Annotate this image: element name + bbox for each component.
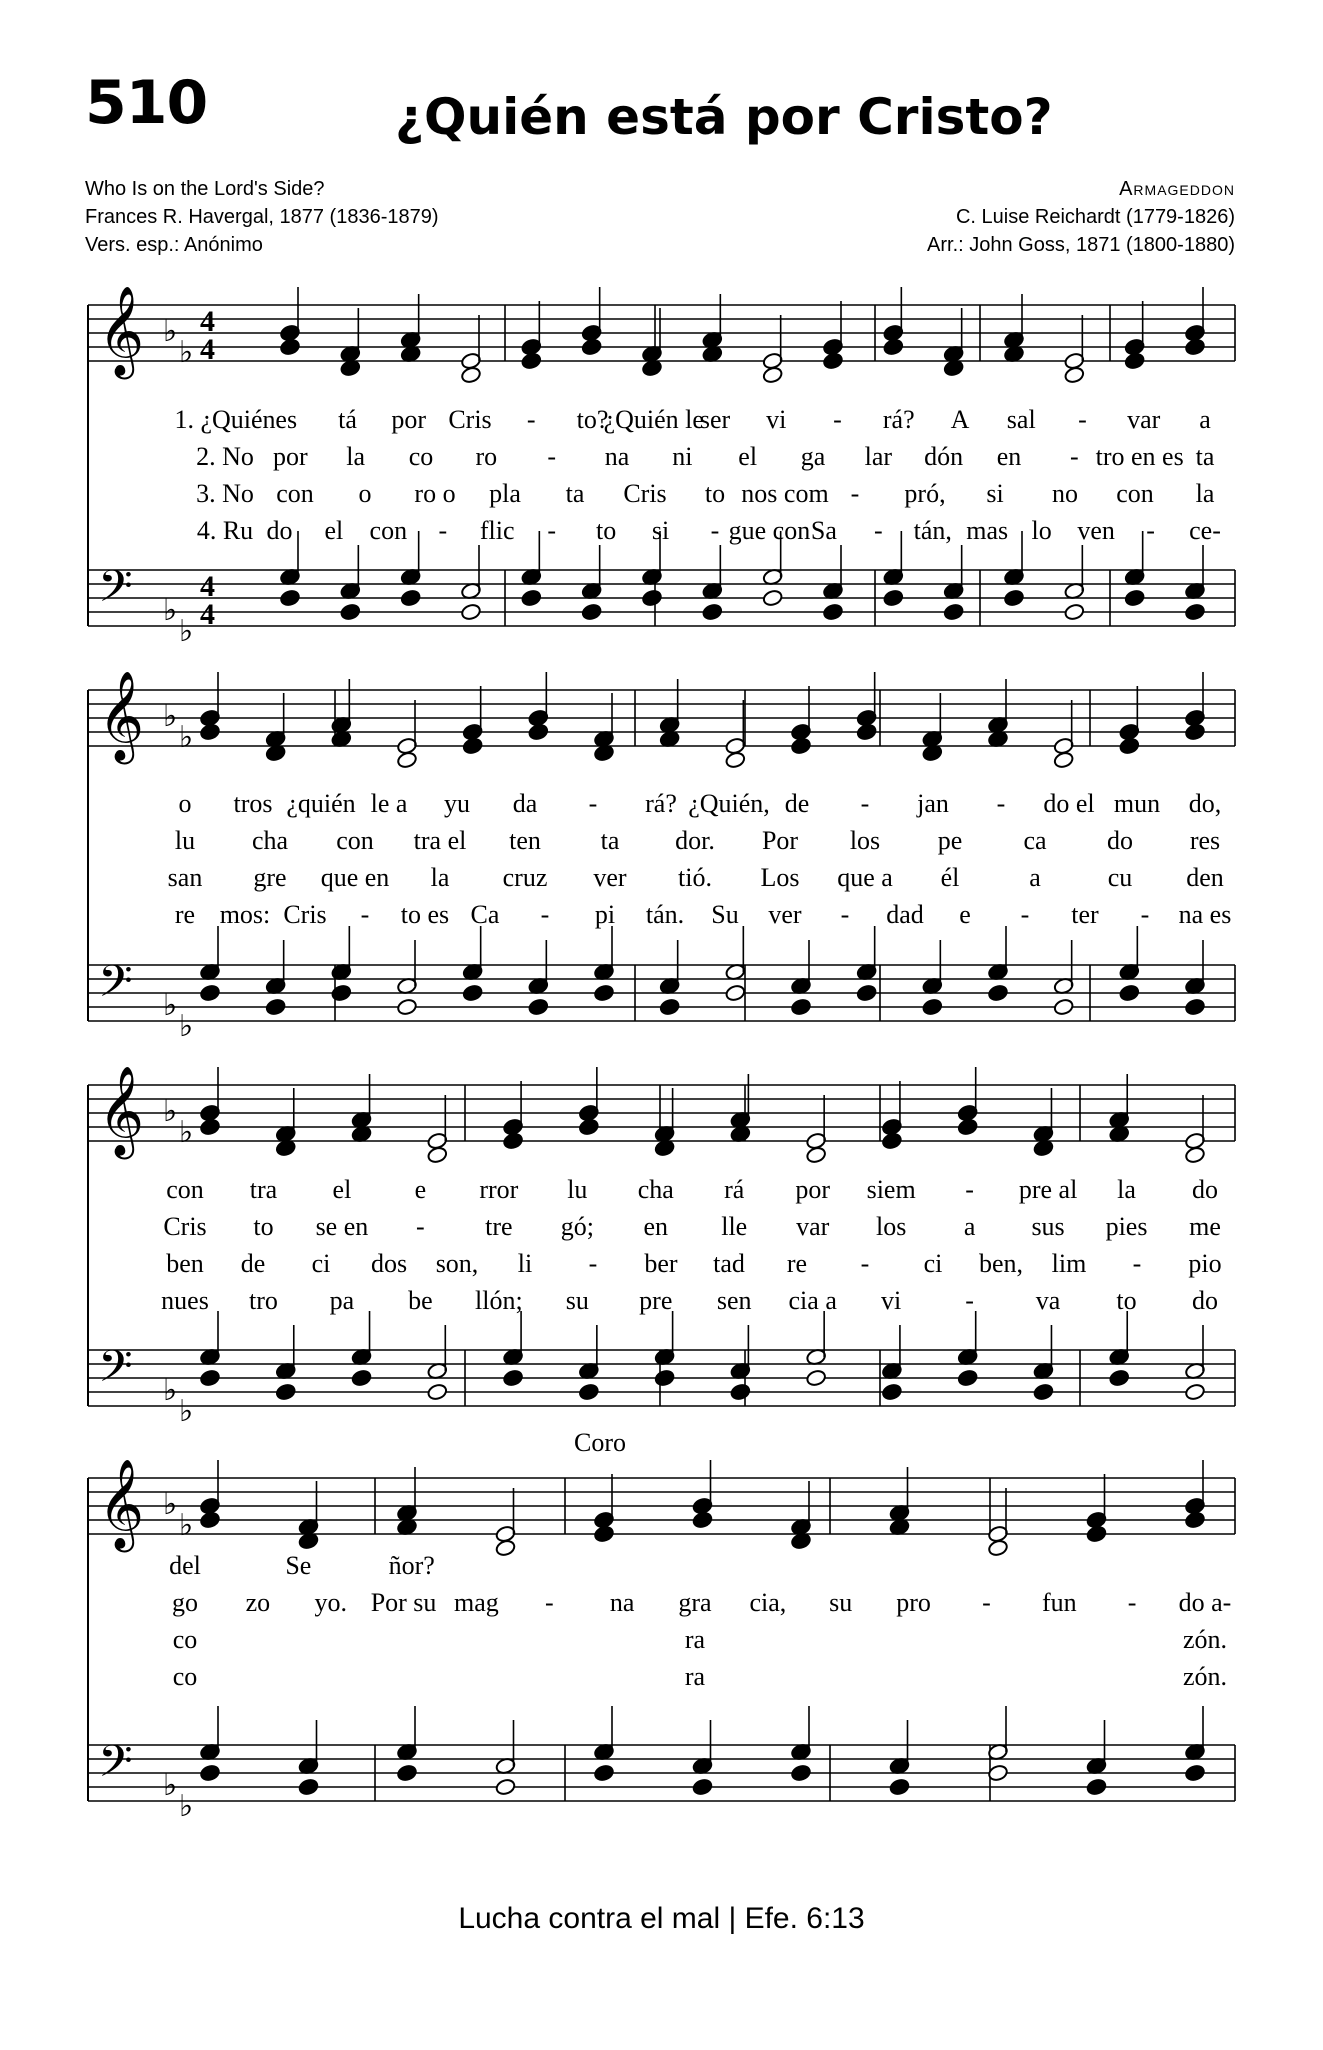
lyric-syllable: -: [1078, 405, 1087, 434]
lyric-syllable: con: [1116, 479, 1154, 508]
svg-text:𝄞: 𝄞: [98, 1067, 145, 1154]
lyric-syllable: san: [167, 863, 203, 892]
lyric-syllable: tán.: [645, 900, 685, 929]
lyric-syllable: o: [178, 789, 192, 818]
lyric-syllable: fun: [1041, 1588, 1077, 1617]
lyric-syllable: pró,: [904, 479, 946, 508]
lyric-syllable: son,: [435, 1249, 479, 1278]
svg-text:♭: ♭: [163, 594, 178, 627]
lyric-syllable: dón: [924, 442, 964, 471]
lyric-syllable: pio: [1188, 1249, 1222, 1278]
lyric-syllable: na es: [1178, 900, 1232, 929]
lyric-syllable: del: [169, 1551, 201, 1580]
lyric-syllable: su: [829, 1588, 853, 1617]
lyric-syllable: -: [860, 789, 870, 818]
lyric-syllable: ro o: [414, 479, 456, 508]
lyric-syllable: la: [346, 442, 366, 471]
lyric-syllable: en: [643, 1212, 669, 1241]
lyric-syllable: se en: [315, 1212, 369, 1241]
lyric-syllable: le a: [370, 789, 408, 818]
lyric-syllable: o: [358, 479, 372, 508]
lyric-syllable: ber: [644, 1249, 678, 1278]
lyric-syllable: ¿Quién,: [688, 789, 770, 818]
lyric-syllable: el: [324, 516, 344, 545]
lyric-syllable: -: [1146, 516, 1155, 545]
lyric-syllable: zón.: [1182, 1625, 1228, 1654]
svg-text:♭: ♭: [179, 1010, 194, 1043]
lyric-syllable: pi: [594, 900, 616, 929]
lyric-syllable: 2. No: [196, 442, 254, 471]
svg-text:𝄢: 𝄢: [98, 1737, 133, 1797]
lyric-syllable: a: [1199, 405, 1211, 434]
lyric-syllable: cia,: [749, 1588, 787, 1617]
lyric-syllable: Cris: [448, 405, 492, 434]
lyric-syllable: den: [1186, 863, 1224, 892]
lyric-syllable: ¿quién: [286, 789, 356, 818]
lyric-syllable: vi: [881, 1286, 902, 1315]
lyric-syllable: cruz: [502, 863, 548, 892]
lyric-syllable: A: [950, 405, 970, 434]
lyric-syllable: do: [266, 516, 293, 545]
lyric-syllable: que en: [320, 863, 390, 892]
lyric-syllable: ter: [1071, 900, 1099, 929]
lyric-syllable: cia a: [788, 1286, 837, 1315]
lyric-syllable: na: [609, 1588, 635, 1617]
lyric-syllable: ra: [684, 1662, 706, 1691]
lyric-syllable: con: [166, 1175, 204, 1204]
svg-text:𝄢: 𝄢: [98, 957, 133, 1017]
lyric-syllable: jan: [917, 789, 949, 818]
lyric-syllable: -: [833, 405, 842, 434]
svg-text:♭: ♭: [179, 1790, 194, 1823]
lyric-syllable: pre: [639, 1286, 673, 1315]
lyric-syllable: Por su: [370, 1588, 437, 1617]
lyric-syllable: res: [1189, 826, 1221, 855]
hymn-number: 510: [85, 68, 208, 138]
lyric-syllable: yu: [444, 789, 470, 818]
lyric-syllable: Cris: [283, 900, 327, 929]
lyric-syllable: -: [438, 516, 448, 545]
lyric-syllable: co: [172, 1662, 198, 1691]
lyric-syllable: llón;: [475, 1286, 523, 1315]
svg-text:♭: ♭: [179, 336, 194, 369]
svg-text:𝄞: 𝄞: [98, 672, 145, 759]
lyric-syllable: el: [738, 442, 758, 471]
lyric-syllable: -: [547, 516, 557, 545]
lyric-syllable: por: [391, 405, 427, 434]
lyric-syllable: ga: [800, 442, 826, 471]
lyric-syllable: do: [1192, 1286, 1218, 1315]
svg-text:♭: ♭: [163, 1374, 178, 1407]
lyric-syllable: ta: [1195, 442, 1215, 471]
lyric-syllable: mas: [966, 516, 1009, 545]
lyric-syllable: ben,: [978, 1249, 1024, 1278]
svg-text:4: 4: [200, 598, 215, 631]
lyric-syllable: sal: [1006, 405, 1036, 434]
lyric-syllable: Cris: [163, 1212, 207, 1241]
lyric-syllable: do: [1107, 826, 1133, 855]
lyric-syllable: con: [276, 479, 314, 508]
system-4: [88, 1460, 1235, 1823]
tune-name: Armageddon: [1119, 178, 1235, 200]
lyric-syllable: gó;: [560, 1212, 594, 1241]
lyric-syllable: lim: [1051, 1249, 1087, 1278]
lyric-syllable: co: [408, 442, 434, 471]
footer: Lucha contra el mal | Efe. 6:13: [458, 1902, 865, 1935]
lyric-syllable: ce-: [1189, 516, 1221, 545]
lyric-syllable: pla: [489, 479, 521, 508]
lyric-syllable: do a-: [1178, 1588, 1232, 1617]
lyric-syllable: tre: [485, 1212, 513, 1241]
lyric-syllable: e: [414, 1175, 427, 1204]
lyric-syllable: cu: [1107, 863, 1133, 892]
lyric-syllable: el: [332, 1175, 352, 1204]
lyric-syllable: zo: [245, 1588, 271, 1617]
lyric-syllable: to?: [576, 405, 609, 434]
lyric-syllable: -: [982, 1588, 991, 1617]
svg-text:4: 4: [200, 570, 215, 603]
lyric-syllable: pe: [937, 826, 963, 855]
lyric-syllable: los: [849, 826, 881, 855]
lyric-syllable: a: [1029, 863, 1041, 892]
lyric-syllable: sen: [716, 1286, 752, 1315]
lyric-syllable: co: [172, 1625, 198, 1654]
lyric-syllable: go: [172, 1588, 198, 1617]
svg-text:♭: ♭: [179, 615, 194, 648]
lyric-syllable: con: [336, 826, 374, 855]
svg-text:♭: ♭: [179, 1395, 194, 1428]
lyric-syllable: tro: [249, 1286, 278, 1315]
lyric-syllable: -: [588, 789, 598, 818]
lyric-syllable: flic: [479, 516, 515, 545]
lyric-syllable: cha: [251, 826, 289, 855]
lyric-syllable: tro en es: [1095, 442, 1184, 471]
lyric-syllable: ra: [684, 1625, 706, 1654]
lyric-syllable: var: [1127, 405, 1161, 434]
lyric-syllable: -: [710, 516, 720, 545]
lyric-syllable: -: [416, 1212, 425, 1241]
lyric-syllable: Cris: [623, 479, 667, 508]
lyric-syllable: gra: [678, 1588, 712, 1617]
lyric-syllable: lle: [721, 1212, 748, 1241]
lyric-syllable: pre al: [1018, 1175, 1078, 1204]
lyric-syllable: to: [1116, 1286, 1137, 1315]
lyric-syllable: -: [360, 900, 370, 929]
lyric-syllable: los: [875, 1212, 907, 1241]
lyric-syllable: siem: [866, 1175, 916, 1204]
lyric-syllable: lu: [567, 1175, 588, 1204]
lyric-syllable: ta: [565, 479, 585, 508]
lyric-syllable: 4. Ru: [196, 516, 254, 545]
svg-text:4: 4: [200, 333, 215, 366]
system-2: [88, 672, 1235, 1043]
lyric-syllable: ver: [768, 900, 802, 929]
lyric-syllable: pa: [329, 1286, 355, 1315]
system-1: [88, 287, 1235, 648]
lyric-syllable: -: [873, 516, 883, 545]
lyric-syllable: -: [540, 900, 550, 929]
lyric-syllable: to: [704, 479, 726, 508]
lyric-syllable: -: [1020, 900, 1030, 929]
lyric-syllable: sus: [1031, 1212, 1065, 1241]
lyric-syllable: ven: [1077, 516, 1115, 545]
lyric-syllable: 1. ¿Quién: [174, 405, 276, 434]
chorus-label: Coro: [574, 1428, 626, 1457]
lyric-syllable: re: [174, 900, 196, 929]
svg-text:♭: ♭: [179, 721, 194, 754]
lyric-syllable: la: [430, 863, 450, 892]
lyric-syllable: va: [1035, 1286, 1061, 1315]
lyric-syllable: -: [1069, 442, 1079, 471]
lyric-syllable: dor.: [675, 826, 715, 855]
lyric-syllable: -: [860, 1249, 870, 1278]
lyric-syllable: gue con: [728, 516, 811, 545]
lyric-syllable: to: [595, 516, 617, 545]
lyric-syllable: pro: [896, 1588, 931, 1617]
lyric-syllable: be: [408, 1286, 433, 1315]
lyric-syllable: de: [784, 789, 810, 818]
lyric-syllable: na: [604, 442, 630, 471]
lyric-syllable: rror: [479, 1175, 519, 1204]
lyric-syllable: dos: [370, 1249, 408, 1278]
lyric-syllable: ten: [509, 826, 541, 855]
lyric-syllable: ben: [166, 1249, 204, 1278]
lyric-syllable: -: [1132, 1249, 1142, 1278]
lyric-syllable: re: [786, 1249, 808, 1278]
svg-text:♭: ♭: [163, 315, 178, 348]
lyric-syllable: -: [1127, 1588, 1137, 1617]
svg-text:𝄞: 𝄞: [98, 1460, 145, 1547]
lyric-syllable: tá: [338, 405, 357, 434]
lyric-syllable: -: [547, 442, 557, 471]
english-title: Who Is on the Lord's Side?: [85, 178, 325, 200]
lyric-syllable: ser: [699, 405, 731, 434]
lyric-syllable: a: [963, 1212, 976, 1241]
lyric-syllable: -: [965, 1175, 974, 1204]
lyric-syllable: -: [544, 1588, 554, 1617]
lyric-syllable: él: [940, 863, 960, 892]
lyric-syllable: ca: [1023, 826, 1047, 855]
lyric-syllable: Ca: [470, 900, 500, 929]
arranger: Arr.: John Goss, 1871 (1800-1880): [927, 234, 1235, 256]
lyric-syllable: que a: [837, 863, 893, 892]
lyric-syllable: me: [1189, 1212, 1221, 1241]
svg-text:𝄞: 𝄞: [98, 287, 145, 374]
lyric-syllable: nos com: [741, 479, 829, 508]
lyric-syllable: -: [1140, 900, 1150, 929]
lyric-syllable: -: [526, 405, 536, 434]
lyric-syllable: la: [1117, 1175, 1136, 1204]
lyric-syllable: ci: [311, 1249, 331, 1278]
lyric-syllable: mag: [454, 1588, 499, 1617]
composer: C. Luise Reichardt (1779-1826): [955, 206, 1235, 228]
lyric-syllable: -: [588, 1249, 598, 1278]
lyric-syllable: rá?: [882, 405, 915, 434]
lyric-syllable: e: [959, 900, 971, 929]
svg-text:♭: ♭: [163, 700, 178, 733]
lyric-syllable: dad: [886, 900, 924, 929]
lyric-syllable: ñor?: [388, 1551, 435, 1580]
text-author: Frances R. Havergal, 1877 (1836-1879): [85, 206, 439, 228]
lyric-syllable: cha: [637, 1175, 674, 1204]
lyric-syllable: Se: [285, 1551, 312, 1580]
lyric-syllable: ta: [600, 826, 620, 855]
svg-text:♭: ♭: [179, 1116, 194, 1149]
lyric-syllable: tra el: [413, 826, 467, 855]
lyric-syllable: 3. No: [196, 479, 254, 508]
svg-text:♭: ♭: [163, 1488, 178, 1521]
lyric-syllable: var: [796, 1212, 830, 1241]
lyric-syllable: su: [565, 1286, 589, 1315]
lyric-syllable: to es: [400, 900, 450, 929]
lyric-syllable: ro: [475, 442, 498, 471]
svg-text:𝄢: 𝄢: [98, 1342, 133, 1402]
lyric-syllable: li: [517, 1249, 533, 1278]
lyric-syllable: tad: [713, 1249, 745, 1278]
lyric-syllable: pies: [1105, 1212, 1148, 1241]
lyric-syllable: mun: [1113, 789, 1161, 818]
lyric-syllable: do: [1192, 1175, 1218, 1204]
lyric-syllable: por: [272, 442, 308, 471]
lyric-syllable: nues: [161, 1286, 209, 1315]
system-3: [88, 1067, 1235, 1428]
lyric-syllable: por: [795, 1175, 831, 1204]
lyric-syllable: la: [1195, 479, 1215, 508]
lyric-syllable: lar: [864, 442, 893, 471]
lyric-syllable: Su: [711, 900, 739, 929]
hymn-title: ¿Quién está por Cristo?: [395, 88, 1053, 146]
lyric-syllable: vi: [766, 405, 787, 434]
lyric-syllable: rá: [724, 1175, 745, 1204]
lyric-syllable: Sa: [810, 516, 837, 545]
lyric-syllable: si: [651, 516, 670, 545]
lyric-syllable: ci: [923, 1249, 943, 1278]
lyric-syllable: no: [1052, 479, 1078, 508]
lyric-syllable: do,: [1188, 789, 1222, 818]
lyric-syllable: -: [850, 479, 860, 508]
svg-text:4: 4: [200, 305, 215, 338]
lyric-syllable: tió.: [678, 863, 712, 892]
lyric-syllable: es: [275, 405, 298, 434]
svg-text:♭: ♭: [163, 1095, 178, 1128]
svg-text:♭: ♭: [179, 1509, 194, 1542]
lyric-syllable: do el: [1043, 789, 1095, 818]
lyric-syllable: zón.: [1182, 1662, 1228, 1691]
lyric-syllable: ver: [593, 863, 627, 892]
lyric-syllable: mos:: [219, 900, 271, 929]
lyric-syllable: Los: [760, 863, 800, 892]
lyric-syllable: to: [253, 1212, 274, 1241]
lyric-syllable: lu: [174, 826, 196, 855]
svg-text:♭: ♭: [163, 1769, 178, 1802]
lyric-syllable: si: [986, 479, 1004, 508]
lyric-syllable: gre: [253, 863, 287, 892]
svg-text:𝄢: 𝄢: [98, 562, 133, 622]
lyric-syllable: -: [996, 789, 1006, 818]
translation-credit: Vers. esp.: Anónimo: [85, 234, 263, 256]
lyric-syllable: tros: [233, 789, 273, 818]
lyric-syllable: de: [240, 1249, 266, 1278]
lyric-syllable: -: [965, 1286, 974, 1315]
lyric-syllable: tra: [249, 1175, 278, 1204]
lyric-syllable: -: [840, 900, 850, 929]
lyric-syllable: en: [996, 442, 1022, 471]
lyric-syllable: da: [512, 789, 538, 818]
lyric-syllable: ni: [672, 442, 693, 471]
lyric-syllable: con: [369, 516, 408, 545]
svg-text:♭: ♭: [163, 989, 178, 1022]
lyric-syllable: Por: [761, 826, 799, 855]
lyric-syllable: yo.: [314, 1588, 347, 1617]
lyric-syllable: ¿Quién le: [603, 405, 704, 434]
lyric-syllable: lo: [1031, 516, 1052, 545]
lyric-syllable: rá?: [645, 789, 677, 818]
lyric-syllable: tán,: [913, 516, 952, 545]
